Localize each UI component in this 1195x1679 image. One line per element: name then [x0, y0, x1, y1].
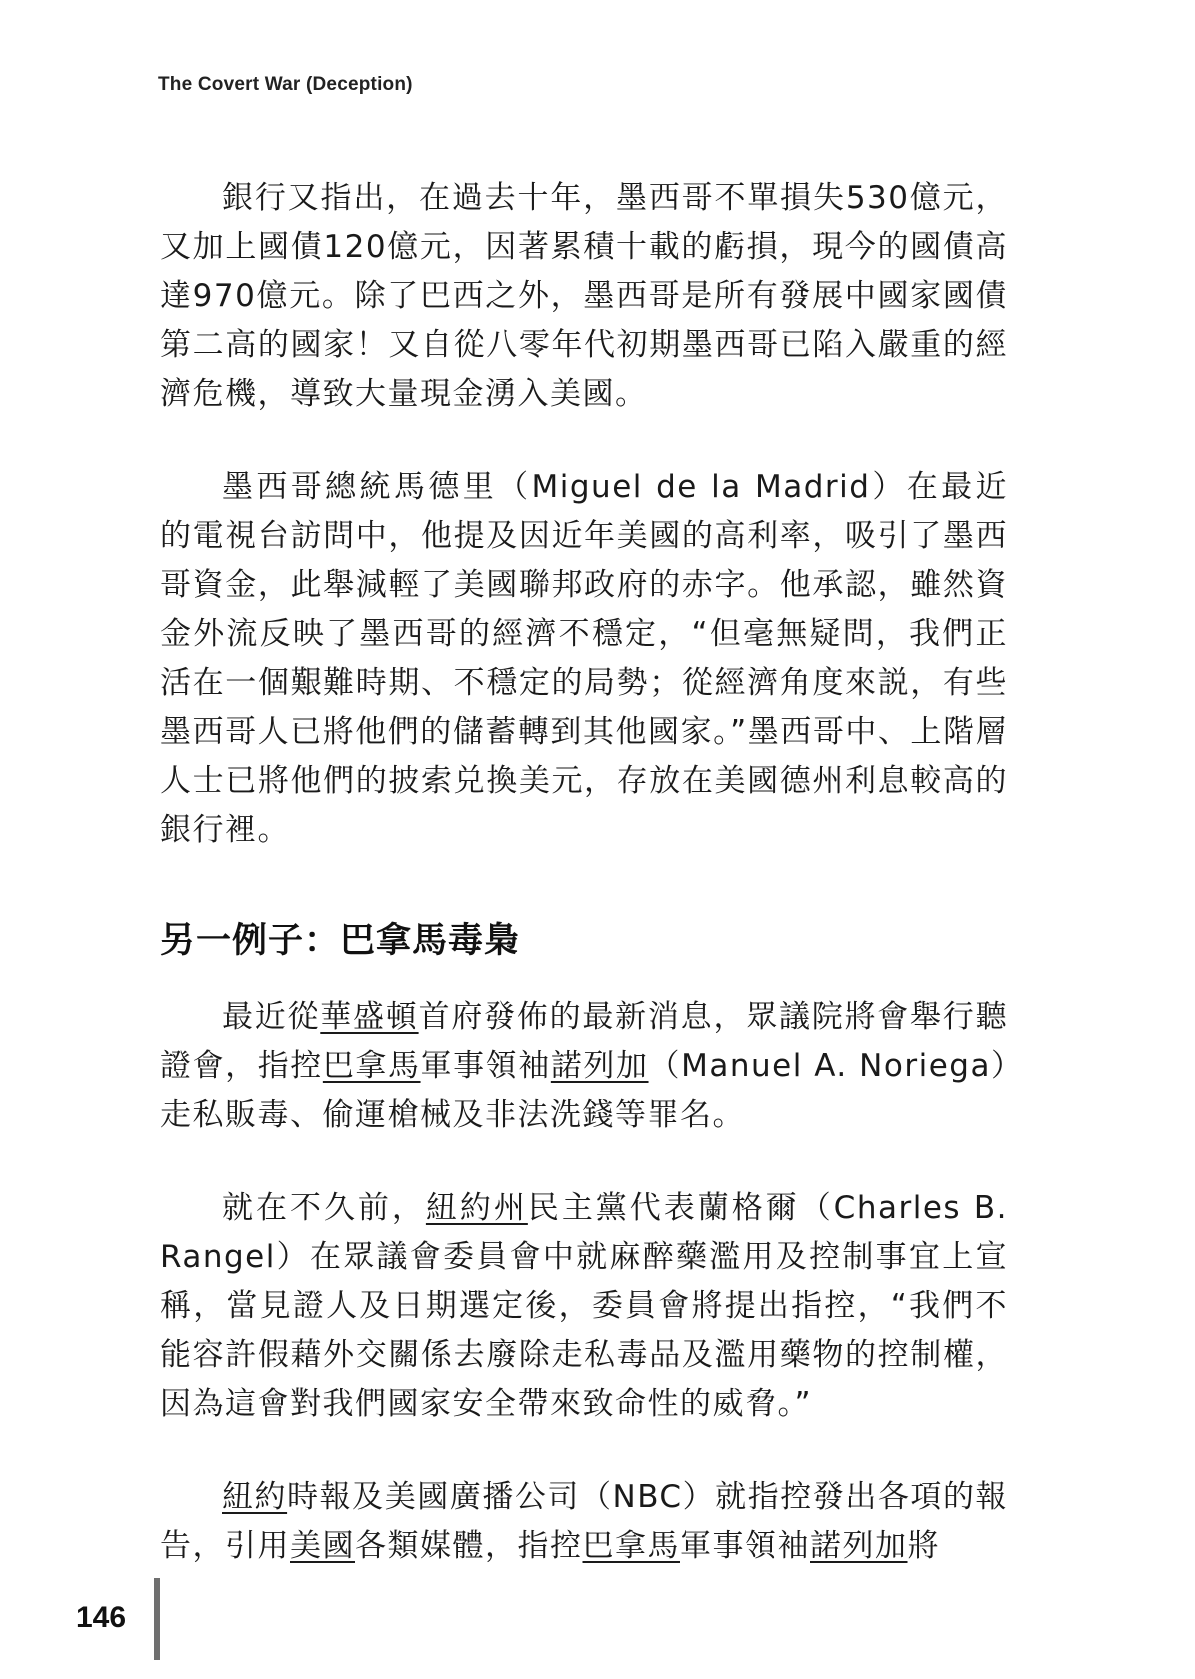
- text-run: 首府發佈的最新消息，眾議院將會舉行聽證會，指控: [160, 999, 1009, 1084]
- text-run: 民主黨代表蘭格爾（Charles B. Rangel）在眾議會委員會中就麻醉藥濫用及控制事宜上宣稱，當見證人及日期選定後，委員會將提出指控，“我們不能容許假藉外交關係去廢除走私毒品及濫用藥物的控制權，因為這會對我們國家安全帶來致命性的威脅。”: [160, 1190, 1008, 1422]
- underlined-name: 巴拿馬: [582, 1528, 680, 1564]
- gutter-rule: [154, 1578, 160, 1660]
- text-run: 就在不久前，: [222, 1190, 426, 1226]
- paragraph-3: [160, 993, 1008, 1140]
- underlined-name: 紐約: [222, 1479, 288, 1515]
- paragraph-4: [160, 1184, 1008, 1429]
- underlined-name: 紐約州: [425, 1190, 528, 1226]
- underlined-name: 諾列加: [810, 1528, 908, 1564]
- section-heading: 另一例子：巴拿馬毒梟: [160, 921, 521, 961]
- text-run: 最近從: [222, 999, 321, 1035]
- text-run: （Manuel A. Noriega）走私販毒、偷運槍械及非法洗錢等罪名。: [160, 1048, 1009, 1133]
- running-head: The Covert War (Deception): [158, 74, 413, 95]
- paragraph-1: 銀行又指出，在過去十年，墨西哥不單損失530億元，又加上國債120億元，因著累積十載的虧損，現今的國債高達970億元。除了巴西之外，墨西哥是所有發展中國家國債第二高的國家！又自從八零年代初期墨西哥已陷入嚴重的經濟危機，導致大量現金湧入美國。: [160, 180, 1008, 412]
- text-run: 軍事領袖: [420, 1048, 551, 1084]
- paragraph-2: 墨西哥總統馬德里（Miguel de la Madrid）在最近的電視台訪問中，他提及因近年美國的高利率，吸引了墨西哥資金，此舉減輕了美國聯邦政府的赤字。他承認，雖然資金外流反映了墨西哥的經濟不穩定，“但毫無疑問，我們正活在一個艱難時期、不穩定的局勢；從經濟角度來説，有些墨西哥人已將他們的儲蓄轉到其他國家。”墨西哥中、上階層人士已將他們的披索兑換美元，存放在美國德州利息較高的銀行裡。: [160, 469, 1008, 848]
- paragraph-5: [160, 1473, 1008, 1571]
- text-run: 軍事領袖: [680, 1528, 810, 1564]
- underlined-name: 諾列加: [550, 1048, 649, 1084]
- underlined-name: 巴拿馬: [322, 1048, 421, 1084]
- page-number: 146: [76, 1601, 127, 1634]
- text-run: 將: [907, 1528, 940, 1564]
- text-run: 時報及美國廣播公司（NBC）就指控發出各項的報告，引用: [160, 1479, 1009, 1564]
- underlined-name: 美國: [290, 1528, 355, 1564]
- text-run: 各類媒體，指控: [355, 1528, 583, 1564]
- page-body: [160, 174, 1008, 1615]
- underlined-name: 華盛頓: [320, 999, 419, 1035]
